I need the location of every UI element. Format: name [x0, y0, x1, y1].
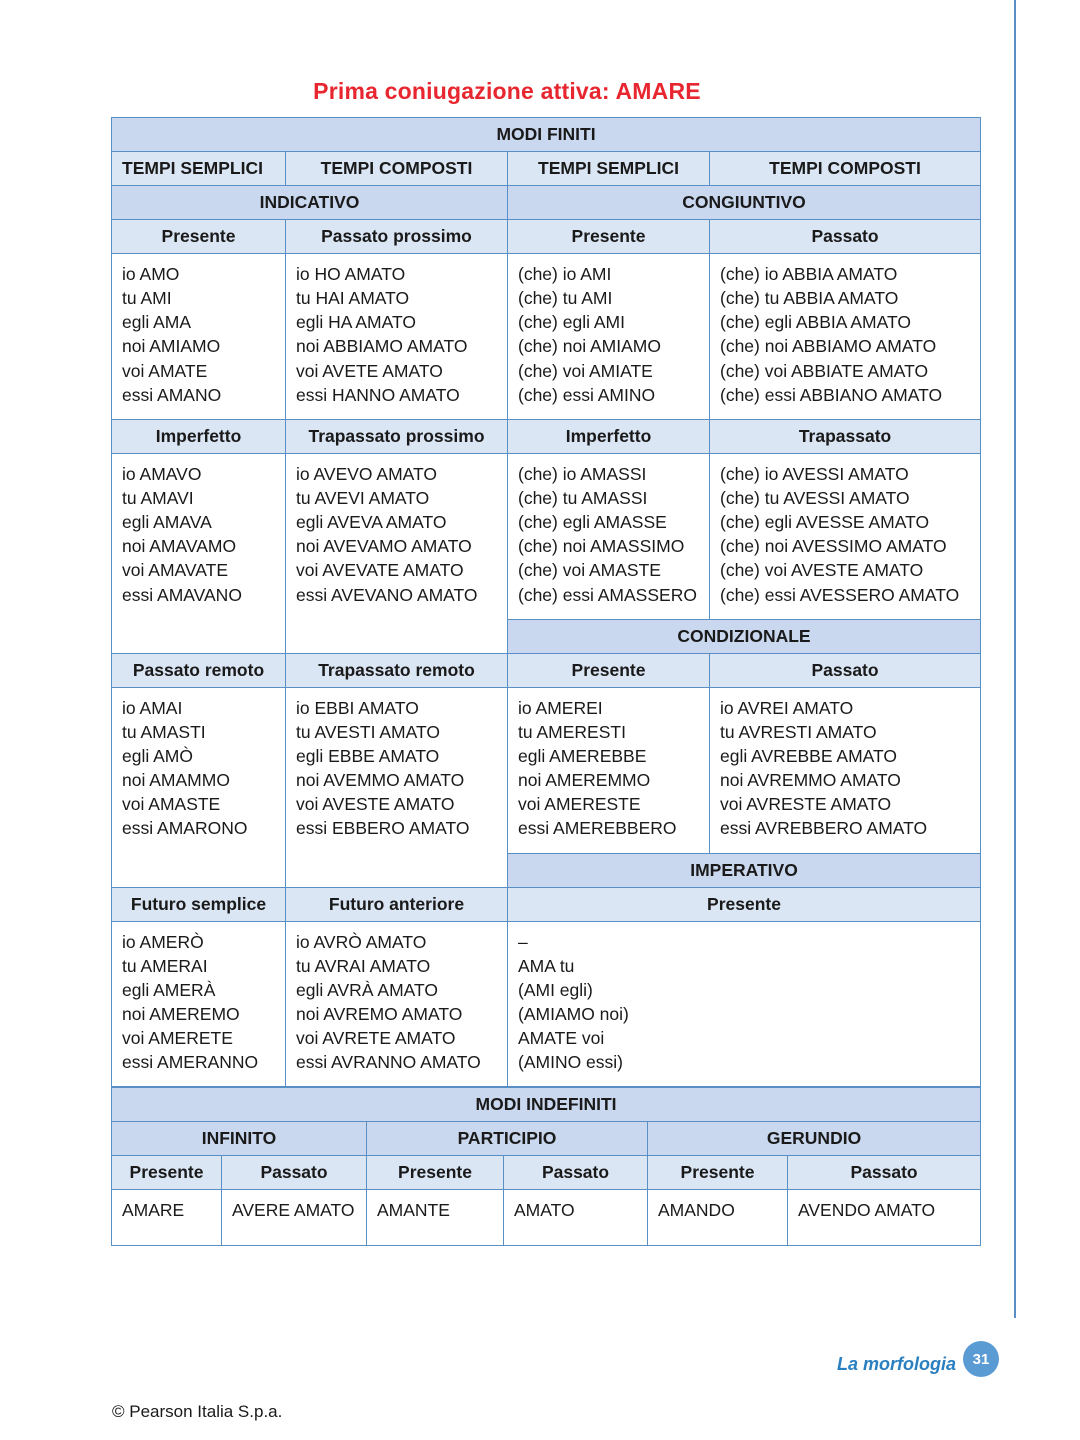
subheader-infinito-presente: Presente: [112, 1156, 222, 1190]
conjugation-line: voi AMAVATE: [122, 560, 228, 581]
col-header-tempi-composti-2: TEMPI COMPOSTI: [710, 152, 981, 186]
conjugation-line: (che) noi AMIAMO: [518, 336, 661, 357]
indefinito-value: AMANDO: [648, 1190, 788, 1245]
conjugation-line: (che) tu AVESSI AMATO: [720, 487, 910, 508]
conjugation-line: AMATE voi: [518, 1028, 605, 1049]
conjugation-line: (che) noi ABBIAMO AMATO: [720, 336, 937, 357]
conjugation-line: (che) essi AMASSERO: [518, 584, 697, 605]
conjugation-line: io AVREI AMATO: [720, 697, 854, 718]
conjugation-line: noi AMIAMO: [122, 336, 221, 357]
conjugation-line: (che) tu AMI: [518, 288, 613, 309]
subheader-infinito-passato: Passato: [222, 1156, 367, 1190]
conjugation-table: [111, 117, 981, 1087]
tense-header-trapassato-cong: Trapassato: [710, 419, 981, 453]
conjugation-line: (che) tu AMASSI: [518, 487, 648, 508]
subheader-participio-presente: Presente: [367, 1156, 504, 1190]
conjugation-line: (che) voi ABBIATE AMATO: [720, 360, 929, 381]
col-header-tempi-composti-1: TEMPI COMPOSTI: [286, 152, 508, 186]
spacer-cell: [286, 853, 508, 887]
mood-header-imperativo: IMPERATIVO: [508, 853, 981, 887]
subheader-gerundio-passato: Passato: [788, 1156, 981, 1190]
conjugation-line: voi AMASTE: [122, 794, 221, 815]
conjugation-line: (che) io AMI: [518, 264, 612, 284]
conjugation-line: (che) voi AMASTE: [518, 560, 661, 581]
conjugation-line: (che) io AVESSI AMATO: [720, 463, 909, 484]
conjugation-cell: [112, 687, 286, 853]
conjugation-line: (che) egli AVESSE AMATO: [720, 512, 930, 533]
indefinito-value: AMANTE: [367, 1190, 504, 1245]
conjugation-line: (che) essi ABBIANO AMATO: [720, 384, 943, 405]
conjugation-line: egli AMEREBBE: [518, 745, 647, 766]
conjugation-line: (che) egli AMI: [518, 312, 625, 333]
conjugation-cell: [710, 687, 981, 853]
subheader-gerundio-presente: Presente: [648, 1156, 788, 1190]
tense-header-imperfetto-ind: Imperfetto: [112, 419, 286, 453]
conjugation-cell: [508, 453, 710, 619]
conjugation-line: io AMERÒ: [122, 931, 204, 952]
indefinito-value: AVERE AMATO: [222, 1190, 367, 1245]
conjugation-line: voi AVRETE AMATO: [296, 1028, 456, 1049]
conjugation-line: voi AMERETE: [122, 1028, 233, 1049]
conjugation-line: (che) egli ABBIA AMATO: [720, 312, 911, 333]
table-row: [112, 186, 981, 220]
conjugation-line: voi AVEVATE AMATO: [296, 560, 464, 581]
modi-indefiniti-table: [111, 1087, 981, 1245]
conjugation-cell: [286, 453, 508, 619]
conjugation-line: essi AVEVANO AMATO: [296, 584, 478, 605]
table-row: [112, 653, 981, 687]
conjugation-line: tu AMASTI: [122, 721, 206, 742]
conjugation-line: voi AMERESTE: [518, 794, 641, 815]
conjugation-line: tu AMI: [122, 288, 172, 309]
conjugation-cell: [508, 921, 981, 1087]
conjugation-line: –: [518, 931, 528, 952]
conjugation-line: (che) voi AMIATE: [518, 360, 653, 381]
conjugation-line: egli EBBE AMATO: [296, 745, 440, 766]
mood-header-condizionale: CONDIZIONALE: [508, 619, 981, 653]
conjugation-line: io AMAI: [122, 697, 183, 718]
conjugation-cell: [112, 453, 286, 619]
conjugation-line: voi AMATE: [122, 360, 208, 381]
conjugation-line: egli AMÒ: [122, 745, 193, 766]
conjugation-line: noi AMEREMMO: [518, 770, 651, 791]
conjugation-line: io AMO: [122, 264, 180, 284]
conjugation-line: tu AMERAI: [122, 955, 208, 976]
indefinito-value: AMARE: [112, 1190, 222, 1245]
col-header-tempi-semplici-1: TEMPI SEMPLICI: [112, 152, 286, 186]
tense-header-imperfetto-cong: Imperfetto: [508, 419, 710, 453]
page-title: Prima coniugazione attiva: AMARE: [313, 78, 701, 104]
conjugation-cell: [710, 453, 981, 619]
footer-section-label: La morfologia: [836, 1354, 956, 1374]
tense-header-futuro-anteriore: Futuro anteriore: [286, 887, 508, 921]
conjugation-table-container: [111, 117, 980, 1246]
table-row: [112, 419, 981, 453]
conjugation-line: AMA tu: [518, 955, 575, 976]
conjugation-line: noi AMEREMO: [122, 1003, 240, 1024]
table-row: [112, 1088, 981, 1122]
section-header-modi-indefiniti: MODI INDEFINITI: [112, 1088, 981, 1122]
conjugation-line: voi AVRESTE AMATO: [720, 794, 892, 815]
table-row: [112, 1190, 981, 1245]
conjugation-line: (che) tu ABBIA AMATO: [720, 288, 899, 309]
conjugation-line: io AMAVO: [122, 463, 202, 484]
conjugation-cell: [286, 254, 508, 420]
conjugation-line: essi AVRANNO AMATO: [296, 1052, 481, 1073]
conjugation-line: voi AVETE AMATO: [296, 360, 443, 381]
page-number-badge: 31: [963, 1341, 999, 1377]
conjugation-line: (che) essi AVESSERO AMATO: [720, 584, 960, 605]
spacer-cell: [286, 619, 508, 653]
conjugation-line: egli AVEVA AMATO: [296, 512, 447, 533]
conjugation-line: essi AVREBBERO AMATO: [720, 818, 928, 839]
table-row: [112, 152, 981, 186]
conjugation-line: noi AMAVAMO: [122, 536, 237, 557]
conjugation-line: io AVEVO AMATO: [296, 463, 438, 484]
conjugation-line: egli AMERÀ: [122, 979, 216, 1000]
conjugation-line: (che) noi AMASSIMO: [518, 536, 685, 557]
section-header-modi-finiti: MODI FINITI: [112, 118, 981, 152]
table-row: [112, 619, 981, 653]
conjugation-line: (AMI egli): [518, 979, 593, 1000]
conjugation-line: tu AVRAI AMATO: [296, 955, 431, 976]
table-row: [112, 921, 981, 1087]
conjugation-cell: [508, 687, 710, 853]
group-header-gerundio: GERUNDIO: [648, 1122, 981, 1156]
table-row: [112, 687, 981, 853]
tense-header-passato-prossimo-ind: Passato prossimo: [286, 220, 508, 254]
conjugation-line: io AVRÒ AMATO: [296, 931, 427, 952]
indefinito-value: AVENDO AMATO: [788, 1190, 981, 1245]
conjugation-line: essi EBBERO AMATO: [296, 818, 470, 839]
conjugation-line: egli HA AMATO: [296, 312, 416, 333]
tense-header-futuro-semplice: Futuro semplice: [112, 887, 286, 921]
conjugation-line: io AMEREI: [518, 697, 603, 718]
conjugation-cell: [710, 254, 981, 420]
conjugation-line: noi AVREMMO AMATO: [720, 770, 901, 791]
tense-header-trapassato-prossimo-ind: Trapassato prossimo: [286, 419, 508, 453]
mood-header-indicativo: INDICATIVO: [112, 186, 508, 220]
indefinito-value: AMATO: [504, 1190, 648, 1245]
conjugation-cell: [286, 921, 508, 1087]
table-row: [112, 1122, 981, 1156]
spacer-cell: [112, 619, 286, 653]
tense-header-trapassato-remoto: Trapassato remoto: [286, 653, 508, 687]
conjugation-line: essi AMEREBBERO: [518, 818, 677, 839]
tense-header-passato-remoto: Passato remoto: [112, 653, 286, 687]
conjugation-line: egli AVREBBE AMATO: [720, 745, 898, 766]
conjugation-line: tu AMERESTI: [518, 721, 626, 742]
tense-header-presente-cong: Presente: [508, 220, 710, 254]
conjugation-line: (che) voi AVESTE AMATO: [720, 560, 924, 581]
copyright-notice: © Pearson Italia S.p.a.: [112, 1402, 283, 1421]
conjugation-line: (che) io AMASSI: [518, 463, 647, 484]
conjugation-cell: [112, 921, 286, 1087]
conjugation-line: io EBBI AMATO: [296, 697, 419, 718]
table-row: [112, 254, 981, 420]
conjugation-line: noi AVREMO AMATO: [296, 1003, 463, 1024]
table-row: [112, 453, 981, 619]
conjugation-line: tu AVEVI AMATO: [296, 487, 430, 508]
table-row: [112, 887, 981, 921]
conjugation-line: (AMIAMO noi): [518, 1003, 629, 1024]
conjugation-line: essi AMARONO: [122, 818, 248, 839]
table-row: [112, 1156, 981, 1190]
spacer-cell: [112, 853, 286, 887]
conjugation-line: voi AVESTE AMATO: [296, 794, 455, 815]
tense-header-presente-ind: Presente: [112, 220, 286, 254]
table-row: [112, 853, 981, 887]
page-side-rule: [1014, 0, 1016, 1318]
group-header-participio: PARTICIPIO: [367, 1122, 648, 1156]
conjugation-line: essi AMANO: [122, 384, 222, 405]
conjugation-line: essi HANNO AMATO: [296, 384, 460, 405]
conjugation-line: tu AMAVI: [122, 487, 194, 508]
conjugation-line: (che) essi AMINO: [518, 384, 656, 405]
conjugation-line: tu AVRESTI AMATO: [720, 721, 877, 742]
conjugation-line: (che) noi AVESSIMO AMATO: [720, 536, 947, 557]
conjugation-line: tu AVESTI AMATO: [296, 721, 440, 742]
col-header-tempi-semplici-2: TEMPI SEMPLICI: [508, 152, 710, 186]
tense-header-passato-cond: Passato: [710, 653, 981, 687]
table-row: [112, 220, 981, 254]
tense-header-passato-cong: Passato: [710, 220, 981, 254]
tense-header-presente-cond: Presente: [508, 653, 710, 687]
subheader-participio-passato: Passato: [504, 1156, 648, 1190]
tense-header-presente-imp: Presente: [508, 887, 981, 921]
conjugation-line: (che) io ABBIA AMATO: [720, 264, 898, 284]
conjugation-line: noi ABBIAMO AMATO: [296, 336, 468, 357]
conjugation-line: (che) egli AMASSE: [518, 512, 667, 533]
conjugation-line: noi AMAMMO: [122, 770, 230, 791]
conjugation-line: egli AVRÀ AMATO: [296, 979, 438, 1000]
conjugation-cell: [112, 254, 286, 420]
conjugation-line: (AMINO essi): [518, 1052, 623, 1073]
conjugation-line: essi AMERANNO: [122, 1052, 259, 1073]
conjugation-line: essi AMAVANO: [122, 584, 242, 605]
conjugation-line: noi AVEVAMO AMATO: [296, 536, 472, 557]
mood-header-congiuntivo: CONGIUNTIVO: [508, 186, 981, 220]
conjugation-line: noi AVEMMO AMATO: [296, 770, 465, 791]
table-row: [112, 118, 981, 152]
conjugation-line: tu HAI AMATO: [296, 288, 410, 309]
conjugation-line: io HO AMATO: [296, 264, 406, 284]
conjugation-cell: [286, 687, 508, 853]
conjugation-cell: [508, 254, 710, 420]
group-header-infinito: INFINITO: [112, 1122, 367, 1156]
conjugation-line: egli AMA: [122, 312, 192, 333]
conjugation-line: egli AMAVA: [122, 512, 212, 533]
